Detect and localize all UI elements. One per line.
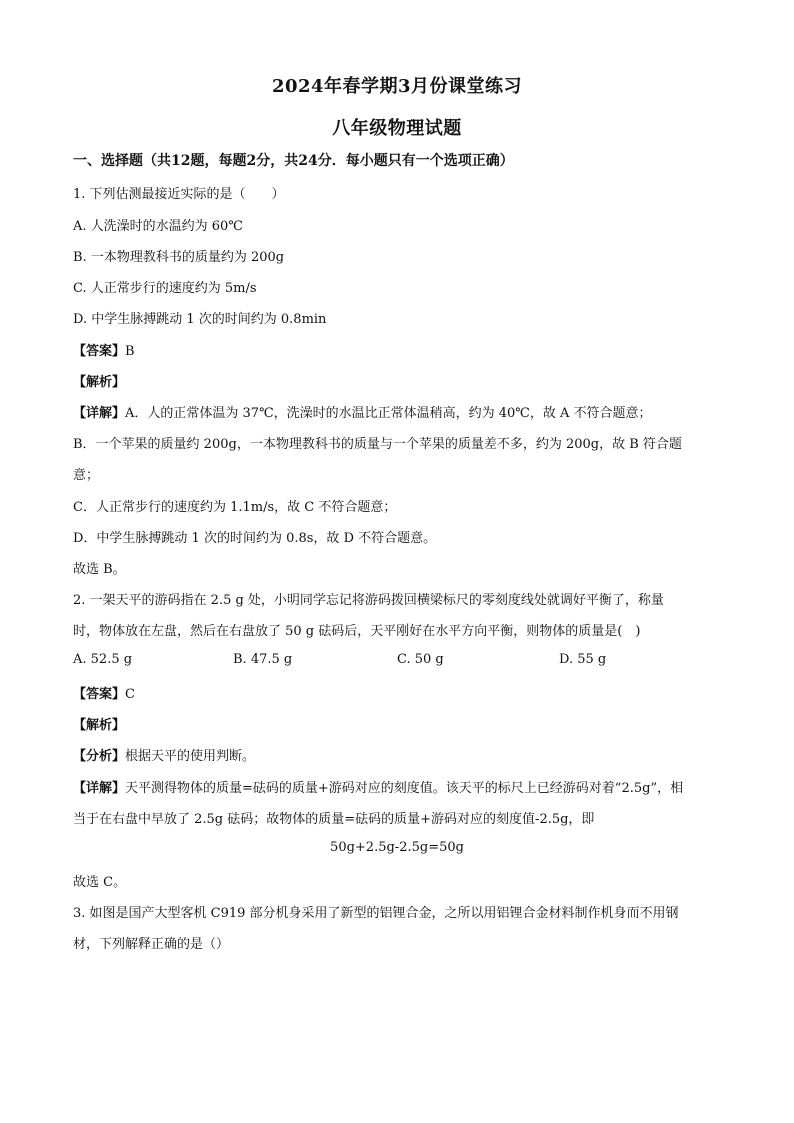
q1-detail-line: B．一个苹果的质量约 200g，一本物理教科书的质量与一个苹果的质量差不多，约为 200g，故 B 符合题 (73, 437, 682, 452)
page-title: 2024年春学期3月份课堂练习 (271, 76, 523, 97)
q2-fenxi (73, 745, 723, 764)
fenxi-text: 根据天平的使用判断。 (125, 749, 256, 764)
q1-detail-line: D．中学生脉搏跳动 1 次的时间约为 0.8s，故 D 不符合题意。 (73, 531, 437, 546)
q2-stem-line: 2. 一架天平的游码指在 2.5 g 处，小明同学忘记将游码拨回横梁标尺的零刻度线处就调好平衡了，称量 (73, 593, 664, 608)
q2-formula: 50g+2.5g-2.5g=50g (330, 840, 464, 855)
q2-option-b: B. 47.5 g (233, 652, 293, 667)
q1-conclusion: 故选 B。 (73, 562, 126, 577)
q3-stem-line: 3. 如图是国产大型客机 C919 部分机身采用了新型的铝锂合金，之所以用铝锂合金材料制作机身而不用钢 (73, 906, 679, 921)
q1-stem: 1. 下列估测最接近实际的是（ ） (73, 187, 285, 202)
q1-option-b: B. 一本物理教科书的质量约为 200g (73, 250, 285, 265)
q2-option-a: A. 52.5 g (73, 652, 133, 667)
q1-detail-line (73, 402, 723, 421)
q1-option-a: A. 人洗澡时的水温约为 60℃ (73, 219, 243, 234)
q1-detail-line: C．人正常步行的速度约为 1.1m/s，故 C 不符合题意； (73, 500, 397, 515)
q2-detail-line (73, 777, 723, 796)
q2-option-c: C. 50 g (397, 652, 444, 667)
section-heading: 一、选择题（共12题，每题2分，共24分．每小题只有一个选项正确） (73, 153, 514, 169)
detail-text: 天平测得物体的质量=砝码的质量+游码对应的刻度值。该天平的标尺上已经游码对着“2.5g”，相 (125, 781, 684, 796)
detail-text: A．人的正常体温为 37℃，洗澡时的水温比正常体温稍高，约为 40℃，故 A 不符合题意； (125, 406, 652, 421)
q2-stem-line: 时，物体放在左盘，然后在右盘放了 50 g 砝码后，天平刚好在水平方向平衡，则物体的质量是( ) (73, 624, 641, 639)
q2-detail-line: 当于在右盘中早放了 2.5g 砝码；故物体的质量=砝码的质量+游码对应的刻度值-2.5g，即 (73, 812, 595, 827)
q1-analysis-label: 【解析】 (73, 375, 126, 390)
q2-conclusion: 故选 C。 (73, 875, 127, 890)
detail-label: 【详解】 (73, 406, 126, 421)
q2-analysis-label: 【解析】 (73, 718, 126, 733)
detail-label: 【详解】 (73, 781, 126, 796)
page-subtitle: 八年级物理试题 (332, 118, 462, 139)
answer-label: 【答案】 (73, 687, 126, 702)
q1-option-d: D. 中学生脉搏跳动 1 次的时间约为 0.8min (73, 312, 327, 327)
q1-detail-line: 意； (73, 468, 100, 483)
q2-option-d: D. 55 g (559, 652, 607, 667)
q1-option-c: C. 人正常步行的速度约为 5m/s (73, 281, 257, 296)
q3-stem-line: 材，下列解释正确的是（） (73, 937, 230, 952)
answer-value: C (125, 687, 135, 702)
answer-label: 【答案】 (73, 344, 126, 359)
q2-answer (73, 683, 723, 702)
answer-value: B (125, 344, 135, 359)
q1-answer (73, 340, 723, 359)
fenxi-label: 【分析】 (73, 749, 126, 764)
